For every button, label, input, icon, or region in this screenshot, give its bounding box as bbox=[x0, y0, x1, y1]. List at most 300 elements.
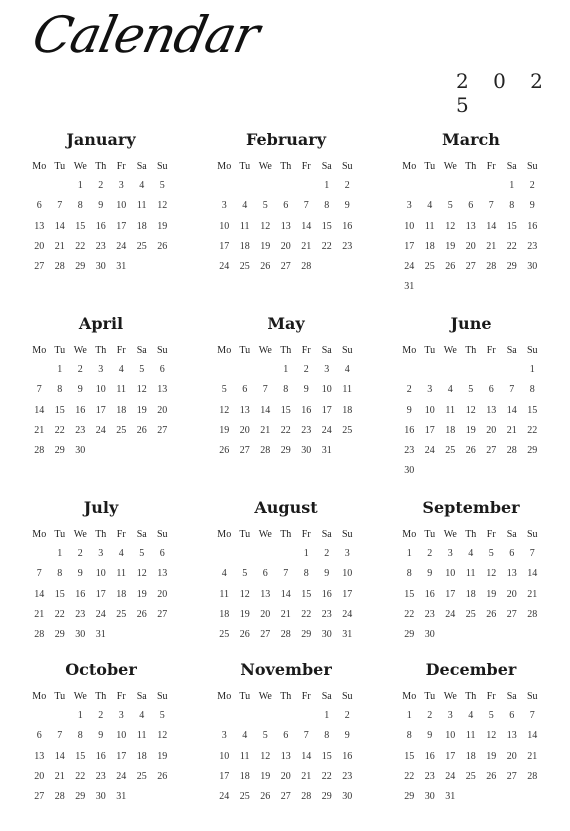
weekday-header: Th bbox=[95, 691, 107, 702]
day-cell: 16 bbox=[75, 404, 86, 416]
day-cell: 14 bbox=[527, 568, 538, 580]
day-cell: 7 bbox=[36, 568, 42, 580]
weekday-header: Th bbox=[280, 345, 292, 356]
empty-day bbox=[29, 544, 50, 564]
day-cell: 11 bbox=[116, 384, 127, 396]
empty-day bbox=[420, 176, 441, 196]
day-cell: 1 bbox=[57, 364, 63, 375]
day-cell: 20 bbox=[280, 770, 291, 782]
day-cell: 6 bbox=[262, 568, 268, 580]
day-cell: 25 bbox=[239, 261, 250, 273]
day-cell: 1 bbox=[406, 548, 412, 559]
day-cell: 5 bbox=[221, 384, 227, 396]
day-cell: 17 bbox=[424, 424, 435, 436]
day-cell: 20 bbox=[486, 424, 497, 436]
month-january bbox=[29, 131, 173, 277]
month-august bbox=[214, 499, 358, 645]
day-cell: 4 bbox=[427, 200, 433, 212]
day-cell: 7 bbox=[303, 200, 309, 212]
weekday-header: Th bbox=[95, 161, 107, 172]
weekday-header: Mo bbox=[32, 691, 47, 702]
weekday-header: Su bbox=[526, 529, 538, 540]
day-cell: 26 bbox=[445, 261, 456, 273]
day-cell: 13 bbox=[280, 750, 291, 762]
day-cell: 2 bbox=[98, 180, 104, 191]
day-cell: 1 bbox=[406, 710, 412, 721]
weekday-header: Tu bbox=[239, 161, 251, 172]
weekday-header: Tu bbox=[54, 529, 66, 540]
day-cell: 6 bbox=[468, 200, 474, 212]
day-cell: 25 bbox=[465, 770, 476, 782]
day-cell: 12 bbox=[219, 404, 230, 416]
day-cell: 30 bbox=[75, 445, 86, 457]
weekday-header: Fr bbox=[486, 161, 496, 172]
empty-day bbox=[214, 176, 235, 196]
day-cell: 2 bbox=[77, 548, 83, 559]
month-grid bbox=[214, 526, 358, 645]
weekday-header: We bbox=[258, 161, 272, 172]
day-cell: 21 bbox=[54, 240, 65, 252]
day-cell: 21 bbox=[260, 424, 271, 436]
day-cell: 18 bbox=[465, 750, 476, 762]
empty-day bbox=[420, 360, 441, 380]
month-june bbox=[399, 315, 543, 482]
day-cell: 24 bbox=[321, 424, 332, 436]
day-cell: 23 bbox=[75, 608, 86, 620]
weekday-header: Mo bbox=[32, 529, 47, 540]
weekday-header: Fr bbox=[301, 345, 311, 356]
day-cell: 17 bbox=[116, 750, 127, 762]
day-cell: 18 bbox=[136, 220, 147, 232]
day-cell: 3 bbox=[98, 548, 104, 559]
day-cell: 12 bbox=[486, 730, 497, 742]
day-cell: 22 bbox=[75, 240, 86, 252]
month-grid bbox=[214, 688, 358, 807]
day-cell: 27 bbox=[157, 608, 168, 620]
day-cell: 19 bbox=[239, 608, 250, 620]
month-april bbox=[29, 315, 173, 461]
day-cell: 14 bbox=[280, 588, 291, 600]
day-cell: 4 bbox=[139, 710, 145, 721]
day-cell: 7 bbox=[57, 730, 63, 742]
day-cell: 22 bbox=[54, 424, 65, 436]
weekday-header: We bbox=[73, 345, 87, 356]
day-cell: 14 bbox=[54, 750, 65, 762]
day-cell: 10 bbox=[321, 384, 332, 396]
day-cell: 1 bbox=[283, 364, 289, 375]
day-cell: 20 bbox=[465, 240, 476, 252]
weekday-header: Tu bbox=[424, 691, 436, 702]
empty-day bbox=[235, 544, 256, 564]
day-cell: 3 bbox=[98, 364, 104, 375]
day-cell: 30 bbox=[321, 629, 332, 641]
day-cell: 29 bbox=[280, 445, 291, 457]
day-cell: 10 bbox=[445, 730, 456, 742]
day-cell: 30 bbox=[424, 791, 435, 803]
day-cell: 31 bbox=[321, 445, 332, 457]
day-cell: 19 bbox=[157, 750, 168, 762]
day-cell: 6 bbox=[509, 548, 515, 559]
day-cell: 26 bbox=[486, 608, 497, 620]
day-cell: 18 bbox=[116, 588, 127, 600]
calendar-title: Calendar bbox=[27, 6, 264, 64]
empty-day bbox=[255, 176, 276, 196]
day-cell: 6 bbox=[36, 730, 42, 742]
day-cell: 13 bbox=[239, 404, 250, 416]
day-cell: 23 bbox=[424, 608, 435, 620]
empty-day bbox=[461, 360, 482, 380]
weekday-header: We bbox=[73, 161, 87, 172]
day-cell: 2 bbox=[427, 710, 433, 721]
day-cell: 10 bbox=[116, 730, 127, 742]
day-cell: 25 bbox=[116, 424, 127, 436]
day-cell: 29 bbox=[527, 445, 538, 457]
month-name: September bbox=[422, 498, 520, 517]
day-cell: 20 bbox=[239, 424, 250, 436]
day-cell: 16 bbox=[424, 588, 435, 600]
weekday-header: Su bbox=[156, 345, 168, 356]
day-cell: 24 bbox=[95, 424, 106, 436]
day-cell: 26 bbox=[157, 770, 168, 782]
day-cell: 18 bbox=[239, 770, 250, 782]
day-cell: 14 bbox=[54, 220, 65, 232]
day-cell: 2 bbox=[427, 548, 433, 559]
weekday-header: Fr bbox=[486, 345, 496, 356]
day-cell: 22 bbox=[280, 424, 291, 436]
month-name: May bbox=[267, 314, 305, 333]
day-cell: 30 bbox=[301, 445, 312, 457]
day-cell: 11 bbox=[239, 750, 250, 762]
day-cell: 26 bbox=[136, 424, 147, 436]
day-cell: 5 bbox=[139, 548, 145, 559]
month-may bbox=[214, 315, 358, 461]
day-cell: 4 bbox=[468, 710, 474, 721]
day-cell: 29 bbox=[506, 261, 517, 273]
empty-day bbox=[235, 176, 256, 196]
day-cell: 5 bbox=[488, 548, 494, 559]
weekday-header: Mo bbox=[32, 345, 47, 356]
weekday-header: Fr bbox=[301, 691, 311, 702]
month-march bbox=[399, 131, 543, 298]
day-cell: 19 bbox=[445, 240, 456, 252]
day-cell: 20 bbox=[280, 240, 291, 252]
day-cell: 28 bbox=[54, 261, 65, 273]
month-september bbox=[399, 499, 543, 645]
day-cell: 9 bbox=[303, 384, 309, 396]
weekday-header: Th bbox=[465, 161, 477, 172]
day-cell: 27 bbox=[486, 445, 497, 457]
day-cell: 30 bbox=[404, 465, 415, 477]
day-cell: 17 bbox=[95, 588, 106, 600]
day-cell: 13 bbox=[34, 750, 45, 762]
month-name: August bbox=[254, 498, 318, 517]
day-cell: 19 bbox=[136, 588, 147, 600]
day-cell: 10 bbox=[424, 404, 435, 416]
month-february bbox=[214, 131, 358, 277]
day-cell: 26 bbox=[157, 240, 168, 252]
day-cell: 5 bbox=[159, 710, 165, 721]
day-cell: 23 bbox=[95, 240, 106, 252]
day-cell: 7 bbox=[488, 200, 494, 212]
day-cell: 1 bbox=[57, 548, 63, 559]
weekday-header: Sa bbox=[506, 691, 517, 702]
weekday-header: Fr bbox=[301, 161, 311, 172]
day-cell: 20 bbox=[260, 608, 271, 620]
day-cell: 4 bbox=[118, 548, 124, 559]
day-cell: 30 bbox=[95, 791, 106, 803]
day-cell: 5 bbox=[242, 568, 248, 580]
empty-day bbox=[399, 176, 420, 196]
day-cell: 30 bbox=[75, 629, 86, 641]
day-cell: 28 bbox=[301, 791, 312, 803]
weekday-header: We bbox=[443, 345, 457, 356]
weekday-header: Th bbox=[280, 691, 292, 702]
day-cell: 16 bbox=[301, 404, 312, 416]
empty-day bbox=[296, 706, 317, 726]
weekday-header: Sa bbox=[136, 161, 147, 172]
day-cell: 8 bbox=[406, 568, 412, 580]
weekday-header: Mo bbox=[402, 345, 417, 356]
day-cell: 26 bbox=[239, 629, 250, 641]
day-cell: 6 bbox=[159, 548, 165, 559]
day-cell: 5 bbox=[159, 180, 165, 191]
day-cell: 29 bbox=[54, 445, 65, 457]
day-cell: 30 bbox=[342, 791, 353, 803]
day-cell: 14 bbox=[301, 750, 312, 762]
weekday-header: Sa bbox=[136, 345, 147, 356]
empty-day bbox=[255, 544, 276, 564]
weekday-header: Th bbox=[280, 529, 292, 540]
day-cell: 20 bbox=[157, 588, 168, 600]
day-cell: 23 bbox=[342, 240, 353, 252]
day-cell: 22 bbox=[54, 608, 65, 620]
weekday-header: Th bbox=[465, 691, 477, 702]
day-cell: 4 bbox=[118, 364, 124, 375]
day-cell: 5 bbox=[488, 710, 494, 721]
day-cell: 29 bbox=[404, 791, 415, 803]
day-cell: 12 bbox=[239, 588, 250, 600]
day-cell: 2 bbox=[324, 548, 330, 559]
day-cell: 2 bbox=[303, 364, 309, 375]
day-cell: 21 bbox=[34, 608, 45, 620]
day-cell: 8 bbox=[77, 730, 83, 742]
day-cell: 15 bbox=[321, 220, 332, 232]
day-cell: 28 bbox=[260, 445, 271, 457]
day-cell: 10 bbox=[445, 568, 456, 580]
weekday-header: Mo bbox=[217, 529, 232, 540]
day-cell: 21 bbox=[486, 240, 497, 252]
day-cell: 4 bbox=[242, 200, 248, 212]
month-grid bbox=[29, 526, 173, 645]
day-cell: 9 bbox=[324, 568, 330, 580]
day-cell: 16 bbox=[404, 424, 415, 436]
day-cell: 27 bbox=[239, 445, 250, 457]
day-cell: 20 bbox=[34, 770, 45, 782]
weekday-header: Mo bbox=[217, 691, 232, 702]
day-cell: 21 bbox=[54, 770, 65, 782]
day-cell: 17 bbox=[445, 588, 456, 600]
day-cell: 13 bbox=[465, 220, 476, 232]
day-cell: 15 bbox=[301, 588, 312, 600]
weekday-header: Su bbox=[526, 161, 538, 172]
weekday-header: We bbox=[443, 529, 457, 540]
day-cell: 2 bbox=[529, 180, 535, 191]
weekday-header: Su bbox=[341, 345, 353, 356]
weekday-header: Th bbox=[465, 345, 477, 356]
weekday-header: Tu bbox=[424, 529, 436, 540]
day-cell: 23 bbox=[301, 424, 312, 436]
day-cell: 9 bbox=[77, 568, 83, 580]
day-cell: 22 bbox=[321, 240, 332, 252]
day-cell: 11 bbox=[136, 200, 147, 212]
day-cell: 25 bbox=[219, 629, 230, 641]
weekday-header: We bbox=[73, 529, 87, 540]
weekday-header: Tu bbox=[424, 345, 436, 356]
month-grid bbox=[29, 158, 173, 277]
day-cell: 15 bbox=[75, 220, 86, 232]
month-grid bbox=[399, 526, 543, 645]
day-cell: 13 bbox=[486, 404, 497, 416]
day-cell: 20 bbox=[506, 750, 517, 762]
day-cell: 13 bbox=[280, 220, 291, 232]
weekday-header: Mo bbox=[402, 161, 417, 172]
day-cell: 28 bbox=[486, 261, 497, 273]
empty-day bbox=[399, 360, 420, 380]
day-cell: 1 bbox=[303, 548, 309, 559]
weekday-header: Fr bbox=[116, 691, 126, 702]
day-cell: 26 bbox=[260, 791, 271, 803]
day-cell: 6 bbox=[283, 730, 289, 742]
empty-day bbox=[461, 176, 482, 196]
day-cell: 10 bbox=[95, 384, 106, 396]
day-cell: 27 bbox=[34, 791, 45, 803]
empty-day bbox=[50, 706, 71, 726]
month-grid bbox=[214, 342, 358, 461]
day-cell: 23 bbox=[95, 770, 106, 782]
day-cell: 1 bbox=[509, 180, 515, 191]
day-cell: 31 bbox=[116, 791, 127, 803]
month-name: December bbox=[425, 660, 517, 679]
day-cell: 28 bbox=[280, 629, 291, 641]
weekday-header: Sa bbox=[321, 691, 332, 702]
day-cell: 26 bbox=[486, 770, 497, 782]
day-cell: 3 bbox=[406, 200, 412, 212]
day-cell: 7 bbox=[262, 384, 268, 396]
day-cell: 23 bbox=[342, 770, 353, 782]
day-cell: 25 bbox=[136, 770, 147, 782]
weekday-header: Su bbox=[526, 345, 538, 356]
weekday-header: Sa bbox=[506, 529, 517, 540]
day-cell: 15 bbox=[54, 588, 65, 600]
weekday-header: Fr bbox=[116, 529, 126, 540]
day-cell: 22 bbox=[527, 424, 538, 436]
day-cell: 10 bbox=[116, 200, 127, 212]
day-cell: 24 bbox=[116, 770, 127, 782]
day-cell: 13 bbox=[506, 730, 517, 742]
day-cell: 23 bbox=[527, 240, 538, 252]
day-cell: 21 bbox=[301, 240, 312, 252]
day-cell: 8 bbox=[324, 200, 330, 212]
month-name: October bbox=[65, 660, 137, 679]
day-cell: 31 bbox=[404, 281, 415, 293]
day-cell: 7 bbox=[57, 200, 63, 212]
weekday-header: Fr bbox=[301, 529, 311, 540]
empty-day bbox=[29, 706, 50, 726]
day-cell: 7 bbox=[36, 384, 42, 396]
month-grid bbox=[399, 158, 543, 298]
weekday-header: We bbox=[258, 691, 272, 702]
day-cell: 17 bbox=[219, 770, 230, 782]
weekday-header: Su bbox=[341, 529, 353, 540]
day-cell: 1 bbox=[529, 364, 535, 375]
day-cell: 8 bbox=[406, 730, 412, 742]
day-cell: 29 bbox=[321, 791, 332, 803]
empty-day bbox=[481, 176, 502, 196]
day-cell: 4 bbox=[242, 730, 248, 742]
day-cell: 19 bbox=[465, 424, 476, 436]
empty-day bbox=[214, 706, 235, 726]
day-cell: 18 bbox=[136, 750, 147, 762]
day-cell: 25 bbox=[342, 424, 353, 436]
day-cell: 7 bbox=[283, 568, 289, 580]
day-cell: 12 bbox=[136, 384, 147, 396]
weekday-header: Mo bbox=[402, 691, 417, 702]
month-name: November bbox=[240, 660, 332, 679]
day-cell: 15 bbox=[404, 750, 415, 762]
day-cell: 14 bbox=[34, 404, 45, 416]
day-cell: 17 bbox=[321, 404, 332, 416]
day-cell: 15 bbox=[404, 588, 415, 600]
day-cell: 8 bbox=[283, 384, 289, 396]
month-grid bbox=[214, 158, 358, 277]
day-cell: 27 bbox=[280, 791, 291, 803]
weekday-header: Mo bbox=[217, 345, 232, 356]
day-cell: 5 bbox=[262, 200, 268, 212]
day-cell: 14 bbox=[301, 220, 312, 232]
day-cell: 31 bbox=[342, 629, 353, 641]
day-cell: 4 bbox=[447, 384, 453, 396]
empty-day bbox=[440, 176, 461, 196]
day-cell: 26 bbox=[465, 445, 476, 457]
day-cell: 24 bbox=[116, 240, 127, 252]
weekday-header: Su bbox=[156, 529, 168, 540]
day-cell: 8 bbox=[57, 568, 63, 580]
day-cell: 25 bbox=[445, 445, 456, 457]
day-cell: 23 bbox=[424, 770, 435, 782]
weekday-header: We bbox=[73, 691, 87, 702]
day-cell: 15 bbox=[506, 220, 517, 232]
day-cell: 5 bbox=[447, 200, 453, 212]
day-cell: 24 bbox=[95, 608, 106, 620]
weekday-header: Fr bbox=[486, 529, 496, 540]
day-cell: 14 bbox=[527, 730, 538, 742]
day-cell: 28 bbox=[34, 445, 45, 457]
empty-day bbox=[255, 706, 276, 726]
weekday-header: We bbox=[258, 345, 272, 356]
day-cell: 1 bbox=[77, 710, 83, 721]
day-cell: 12 bbox=[445, 220, 456, 232]
day-cell: 11 bbox=[424, 220, 435, 232]
day-cell: 6 bbox=[159, 364, 165, 375]
weekday-header: Su bbox=[341, 161, 353, 172]
day-cell: 8 bbox=[303, 568, 309, 580]
day-cell: 27 bbox=[506, 608, 517, 620]
day-cell: 4 bbox=[139, 180, 145, 191]
day-cell: 12 bbox=[157, 730, 168, 742]
day-cell: 13 bbox=[157, 384, 168, 396]
day-cell: 28 bbox=[54, 791, 65, 803]
day-cell: 22 bbox=[404, 608, 415, 620]
